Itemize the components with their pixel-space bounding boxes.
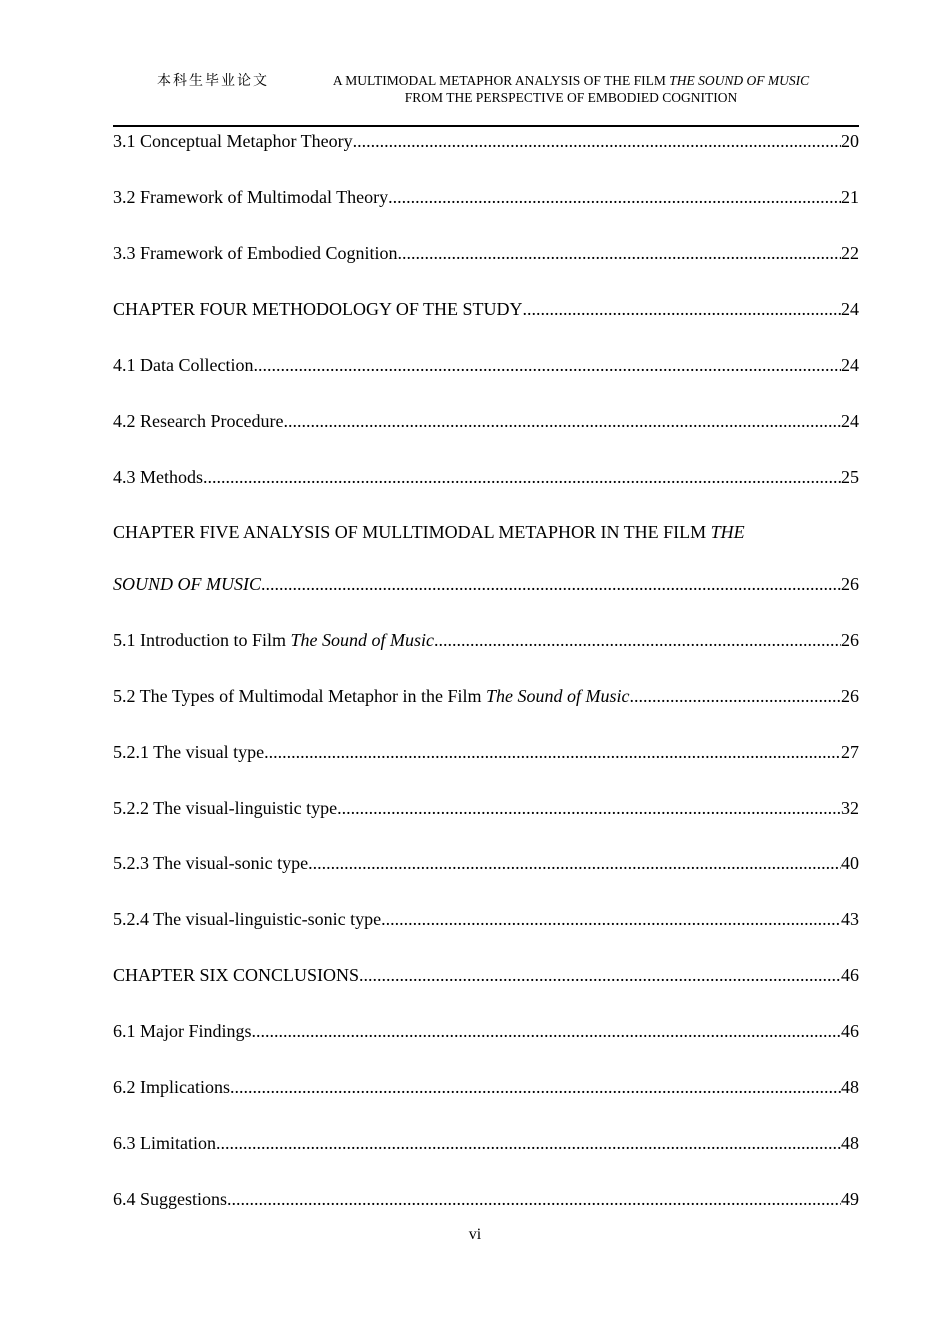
thesis-title [316,72,826,106]
toc-entry-label-text: CHAPTER FIVE ANALYSIS OF MULLTIMODAL METAPHOR IN THE FILM [113,522,711,542]
toc-entry-page: 48 [841,1077,859,1097]
toc-leader [227,1186,841,1212]
toc-entry-page: 24 [841,355,859,375]
toc-leader [353,128,841,154]
toc-entry-page: 43 [841,909,859,929]
toc-entry-page: 20 [841,131,859,151]
thesis-title-film: THE SOUND OF MUSIC [669,73,810,88]
toc-entry-page: 26 [841,630,859,650]
page-header [0,70,950,110]
toc-entry[interactable] [113,795,859,821]
toc-leader [337,795,841,821]
toc-entry[interactable] [113,906,859,932]
toc-entry-page: 22 [841,243,859,263]
toc-entry-label: 5.2.2 The visual-linguistic type [113,798,338,818]
toc-entry-label-italic: The Sound of Music [486,686,630,706]
toc-leader [630,683,841,709]
toc-entry-page: 32 [841,798,859,818]
toc-entry[interactable] [113,1186,859,1212]
toc-entry-page: 40 [841,853,859,873]
toc-leader [216,1130,841,1156]
toc-leader [523,296,841,322]
toc-leader [252,1018,841,1044]
toc-entry[interactable] [113,962,859,988]
toc-leader [397,240,841,266]
toc-entry[interactable] [113,296,859,322]
toc-entry-page: 26 [841,686,859,706]
toc-entry[interactable] [113,128,859,154]
toc-entry[interactable] [113,739,859,765]
toc-leader [253,352,841,378]
toc-entry-label: 3.3 Framework of Embodied Cognition [113,243,398,263]
toc-leader [308,850,841,876]
thesis-title-line1 [316,72,826,89]
toc-entry-label [113,571,261,597]
toc-entry-page: 21 [841,187,859,207]
toc-entry-page: 27 [841,742,859,762]
thesis-title-prefix: A MULTIMODAL METAPHOR ANALYSIS OF THE FILM [332,73,670,88]
toc-entry-label [113,627,434,653]
toc-leader [359,962,841,988]
toc-entry[interactable] [113,240,859,266]
toc-entry[interactable] [113,1130,859,1156]
toc-entry[interactable] [113,683,859,709]
toc-entry[interactable] [113,1018,859,1044]
toc-entry-label: CHAPTER FOUR METHODOLOGY OF THE STUDY [113,299,523,319]
toc-leader [264,739,841,765]
toc-entry-page: 49 [841,1189,859,1209]
toc-entry-label [113,519,745,545]
toc-entry[interactable] [113,464,859,490]
toc-entry[interactable] [113,519,859,545]
thesis-title-line2: FROM THE PERSPECTIVE OF EMBODIED COGNITION [404,90,738,105]
toc-entry-label: 6.3 Limitation [113,1133,216,1153]
toc-entry-label: 6.4 Suggestions [113,1189,228,1209]
toc-entry-label: 4.3 Methods [113,467,203,487]
toc-entry-label: 5.2.1 The visual type [113,742,265,762]
header-rule [113,125,859,127]
toc-entry[interactable] [113,850,859,876]
toc-entry-page: 26 [841,574,859,594]
toc-entry-label-italic: The Sound of Music [290,630,434,650]
toc-entry-label: 3.2 Framework of Multimodal Theory [113,187,389,207]
toc-leader [261,571,841,597]
toc-leader [388,184,841,210]
toc-leader [283,408,841,434]
toc-entry[interactable] [113,627,859,653]
toc-entry[interactable] [113,571,859,597]
toc-entry-page: 46 [841,965,859,985]
toc-entry-label-text: 5.1 Introduction to Film [113,630,291,650]
toc-entry-label: 5.2.3 The visual-sonic type [113,853,309,873]
toc-leader [203,464,841,490]
toc-entry-label: 3.1 Conceptual Metaphor Theory [113,131,353,151]
toc-entry-label: 6.2 Implications [113,1077,230,1097]
chinese-thesis-label: 本科生毕业论文 [157,73,269,89]
toc-entry[interactable] [113,1074,859,1100]
toc-entry-label [113,683,630,709]
toc-entry-page: 46 [841,1021,859,1041]
toc-entry-label: 4.2 Research Procedure [113,411,284,431]
toc-entry-label-text: 5.2 The Types of Multimodal Metaphor in the Film [113,686,487,706]
toc-entry-label: 4.1 Data Collection [113,355,254,375]
toc-entry[interactable] [113,184,859,210]
toc-entry-label: CHAPTER SIX CONCLUSIONS [113,965,360,985]
toc-leader [381,906,841,932]
toc-entry-label-italic: THE [710,522,745,542]
toc-entry-page: 24 [841,299,859,319]
toc-entry[interactable] [113,352,859,378]
toc-entry-page: 24 [841,411,859,431]
toc-leader [434,627,841,653]
toc-entry-label: 5.2.4 The visual-linguistic-sonic type [113,909,382,929]
page-number: vi [468,1226,482,1243]
toc-entry[interactable] [113,408,859,434]
toc-entry-page: 25 [841,467,859,487]
toc-leader [230,1074,841,1100]
toc-entry-page: 48 [841,1133,859,1153]
toc-entry-label: 6.1 Major Findings [113,1021,252,1041]
toc-entry-label-italic: SOUND OF MUSIC [113,574,261,594]
